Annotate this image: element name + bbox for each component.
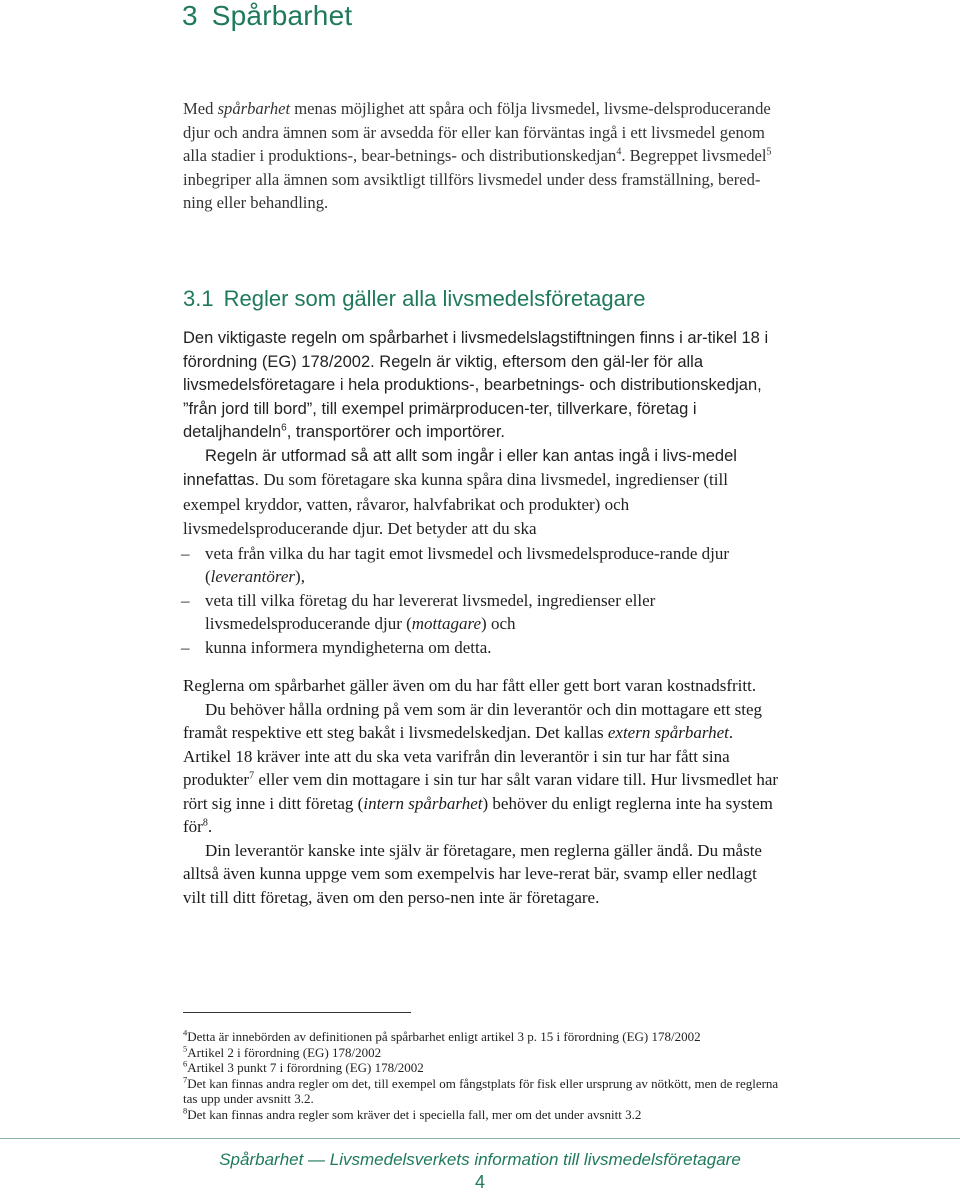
footnote-ref[interactable]: 4 <box>616 146 622 158</box>
paragraph-free-goods: Reglerna om spårbarhet gäller även om du har fått eller gett bort varan kostnadsfritt. <box>183 676 757 695</box>
p2e: . <box>207 817 213 836</box>
footnote-ref[interactable]: 6 <box>281 422 287 434</box>
section-body <box>183 327 780 659</box>
footnote-ref[interactable]: 7 <box>249 770 255 782</box>
footnote-ref[interactable]: 5 <box>766 146 772 158</box>
paragraph-external-traceability <box>183 698 780 839</box>
chapter-title-text: Spårbarhet <box>211 0 353 31</box>
sec-p1b: , transportörer och importörer. <box>286 423 505 441</box>
footnote-text: Det kan finnas andra regler om det, till exempel om fångstplats för fisk eller ursprung av nötkött, men de reglerna tas upp under avsnitt 3.2. <box>183 1075 779 1106</box>
footnote <box>183 1045 783 1061</box>
paragraph-supplier: Din leverantör kanske inte själv är företagare, men reglerna gäller ändå. Du måste alltså även kunna uppge vem som exempelvis har leve-rerat bär, svamp eller nedlagt vilt till ditt företag, även om den perso-nen inte är företagare. <box>183 840 762 907</box>
intro-s2: menas möjlighet att spåra och följa livsmedel, livsme-delsproducerande djur och andra ämnen som är avsedda för eller kan förväntas ingå i ett livsmedel genom alla stadier i produktions-, bear-betnings- och distributionskedjan <box>183 99 771 165</box>
p2c: eller vem din mottagare i sin tur har sålt varan vidare till. Hur livsmedlet har rört sig inne i ditt företag ( <box>183 770 779 813</box>
section-paragraph-1 <box>183 327 780 445</box>
intro-s3: . Begreppet livsmedel <box>621 146 767 165</box>
footnote-mark: 4 <box>183 1027 188 1038</box>
p2a: Du behöver hålla ordning på vem som är din leverantör och din mottagare ett steg framåt respektive ett steg bakåt i livsmedelskedjan. Det kallas <box>183 699 763 742</box>
page-number: 4 <box>474 1172 485 1192</box>
requirements-list <box>183 542 780 660</box>
footnote-text: Artikel 2 i förordning (EG) 178/2002 <box>187 1044 382 1060</box>
list-item <box>183 542 780 589</box>
section-title-text: Regler som gäller alla livsmedelsföretagare <box>223 286 646 311</box>
section-heading <box>183 286 645 312</box>
sec-p2a: Regeln är utformad så att allt som ingår i eller kan antas ingå i livs-medel innefattas. <box>183 446 737 489</box>
footnote-text: Artikel 3 punkt 7 i förordning (EG) 178/2002 <box>187 1060 424 1075</box>
list-item-text: veta från vilka du har tagit emot livsmedel och livsmedelsproduce-rande djur ( <box>205 543 729 586</box>
list-item-text: ) och <box>481 614 516 633</box>
p2b: . Artikel 18 kräver inte att du ska veta varifrån din leverantör i sin tur har fått sina produkter <box>183 723 734 789</box>
footnote-mark: 8 <box>183 1105 188 1116</box>
footnotes <box>183 1029 783 1122</box>
footnote-text: Detta är innebörden av definitionen på spårbarhet enligt artikel 3 p. 15 i förordning (EG) 178/2002 <box>187 1029 701 1044</box>
intro-text <box>183 97 780 215</box>
footnote-mark: 7 <box>183 1074 188 1085</box>
sec-p1a: Den viktigaste regeln om spårbarhet i livsmedelslagstiftningen finns i ar-tikel 18 i förordning (EG) 178/2002. Regeln är viktig, eftersom den gäl-ler för alla livsmedelsföretagare i hela produktions-, bearbetnings- och distributionskedjan, ”från jord till bord”, till exempel primärproducen-ter, tillverkare, företag i detaljhandeln <box>183 329 769 441</box>
footnote-divider <box>183 1012 411 1013</box>
list-item-text: ), <box>295 567 305 586</box>
footer-title: Spårbarhet — Livsmedelsverkets information till livsmedelsföretagare <box>219 1150 741 1169</box>
list-item-term: mottagare <box>411 614 482 633</box>
footnote <box>183 1029 783 1045</box>
footnote <box>183 1060 783 1076</box>
section-paragraph-2 <box>183 445 780 542</box>
term-external: extern spårbarhet <box>607 723 729 742</box>
list-item-term: leverantörer <box>210 567 296 586</box>
footnote <box>183 1107 783 1123</box>
chapter-number: 3 <box>182 0 198 31</box>
intro-s1: Med <box>183 99 218 118</box>
chapter-title <box>182 0 352 32</box>
footnote-mark: 6 <box>183 1058 188 1069</box>
footnote-mark: 5 <box>183 1043 188 1054</box>
footnote <box>183 1076 783 1107</box>
list-item-text: kunna informera myndigheterna om detta. <box>205 637 492 657</box>
intro-paragraph <box>183 97 780 215</box>
intro-term: spårbarhet <box>217 99 291 118</box>
sec-p2b: Du som företagare ska kunna spåra dina livsmedel, ingredienser (till exempel kryddor, vatten, råvaror, halvfabrikat och produkter) och livsmedelsproducerande djur. Det betyder att du ska <box>183 470 728 538</box>
body-continued <box>183 674 780 909</box>
footnote-ref[interactable]: 8 <box>202 817 208 829</box>
p2d: ) behöver du enligt reglerna inte ha system för <box>183 793 773 836</box>
term-internal: intern spårbarhet <box>363 793 483 813</box>
list-item-text: veta till vilka företag du har levererat livsmedel, ingredienser eller livsmedelsproducerande djur ( <box>205 590 656 633</box>
footnote-text: Det kan finnas andra regler som kräver det i speciella fall, mer om det under avsnitt 3.2 <box>187 1106 642 1122</box>
list-item <box>183 636 780 660</box>
footer-divider <box>0 1138 960 1139</box>
section-number: 3.1 <box>183 286 214 311</box>
intro-s4: inbegriper alla ämnen som avsiktligt tillförs livsmedel under dess framställning, bered-ning eller behandling. <box>183 169 761 212</box>
list-item <box>183 589 780 636</box>
